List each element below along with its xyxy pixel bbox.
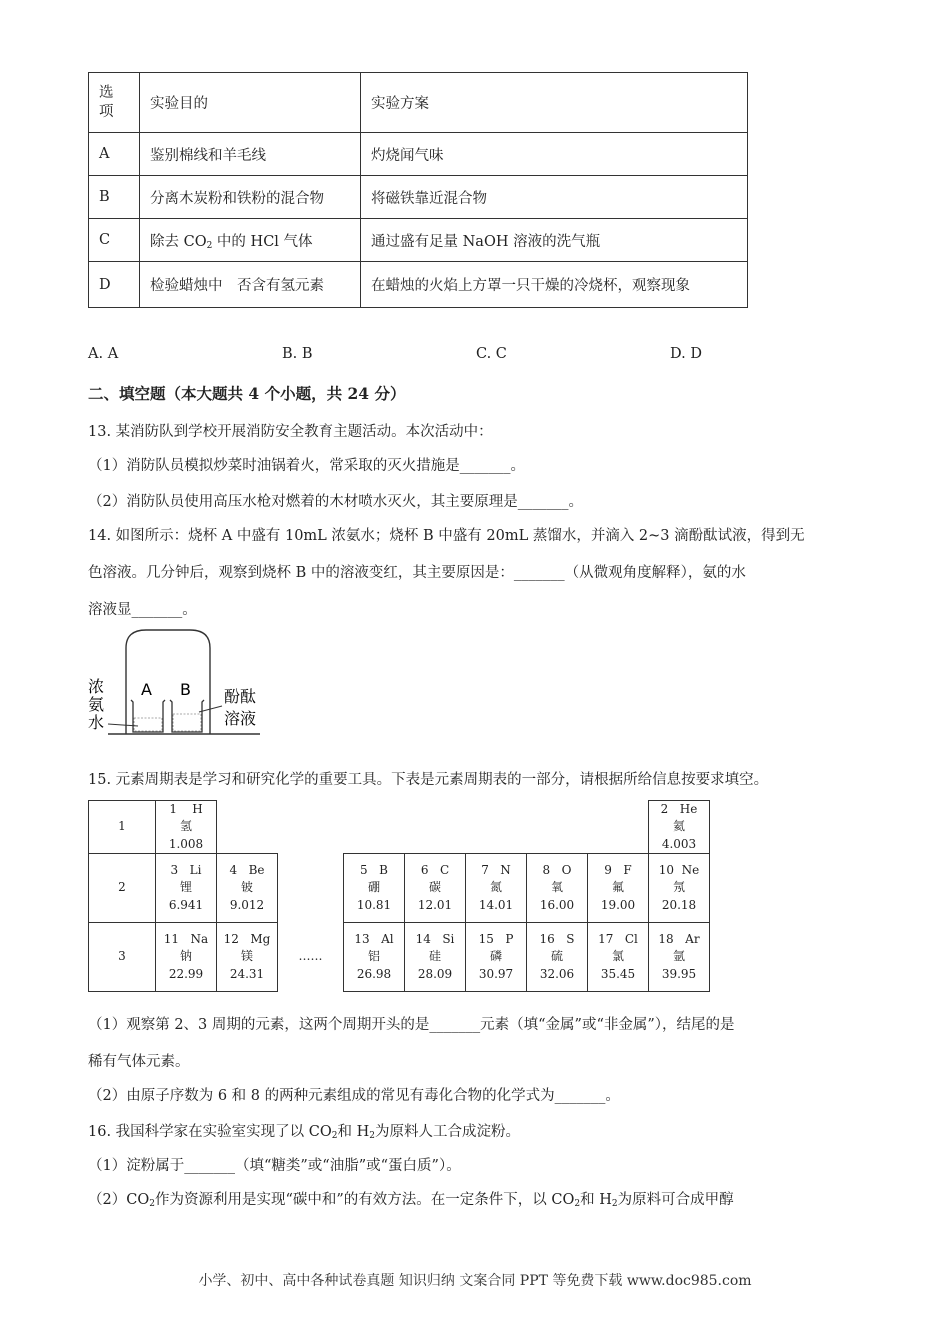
answer-option-d[interactable]: D. D [670,346,702,362]
row-plan: 在蜡烛的火焰上方罩一只干燥的冷烧杯，观察现象 [361,262,748,308]
period-label: 1 [89,801,156,854]
table-row [89,176,748,219]
q14-line2: 色溶液。几分钟后，观察到烧杯 B 中的溶液变红，其主要原因是：_______（从微观角度解释），氨的水 [88,565,746,581]
element-cell: 8 O 氧 16.00 [527,854,588,923]
beaker-figure [86,626,286,744]
answer-option-c[interactable]: C. C [476,346,507,362]
period-row-3 [89,923,710,992]
beaker-a-label: A [141,680,152,699]
element-cell: 9 F 氟 19.00 [588,854,649,923]
element-cell: 6 C 碳 12.01 [405,854,466,923]
subscript: 2 [206,240,213,251]
q13-stem: 13. 某消防队到学校开展消防安全教育主题活动。本次活动中： [88,424,493,440]
purpose-text: 除去 CO [150,233,207,250]
element-cell: 16 S 硫 32.06 [527,923,588,992]
table-row [89,133,748,176]
q15-part2: （2）由原子序数为 6 和 8 的两种元素组成的常见有毒化合物的化学式为_______。 [88,1088,620,1104]
period-row-2 [89,854,710,923]
answer-option-b[interactable]: B. B [282,346,313,362]
beaker-a-shape [131,700,165,732]
purpose-text: 中的 HCl 气体 [212,233,313,250]
row-purpose: 鉴别棉线和羊毛线 [140,133,361,176]
element-cell: 13 Al 铝 26.98 [344,923,405,992]
period-label: 2 [89,854,156,923]
row-purpose: 检验蜡烛中 否含有氢元素 [140,262,361,308]
element-cell: 4 Be 铍 9.012 [217,854,278,923]
beaker-b-label: B [180,680,191,699]
element-cell: 12 Mg 镁 24.31 [217,923,278,992]
row-purpose [140,219,361,262]
answer-option-a[interactable]: A. A [88,346,119,362]
periodic-table [88,800,710,992]
page-footer: 小学、初中、高中各种试卷真题 知识归纳 文案合同 PPT 等免费下载 www.doc985.com [198,1273,752,1289]
bell-jar-shape [126,630,210,734]
label-phenolphthalein: 酚酞 [224,687,257,706]
element-cell: 10 Ne 氖 20.18 [649,854,710,923]
table-ellipsis: …… [278,923,344,992]
label-conc: 浓 [88,677,105,696]
label-ammonia: 氨 [88,695,105,714]
element-cell-h: 1 H 氢 1.008 [156,801,217,854]
header-purpose: 实验目的 [140,73,361,133]
row-option: D [89,262,140,308]
q13-part2: （2）消防队员使用高压水枪对燃着的木材喷水灭火，其主要原理是_______。 [88,494,583,510]
beaker-a-liquid [134,718,162,731]
period-label: 3 [89,923,156,992]
table-row [89,262,748,308]
period-row-1 [89,801,710,854]
element-cell: 18 Ar 氩 39.95 [649,923,710,992]
element-cell: 7 N 氮 14.01 [466,854,527,923]
table-row [89,219,748,262]
element-cell: 17 Cl 氯 35.45 [588,923,649,992]
section-title: 二、填空题（本大题共 4 个小题，共 24 分） [88,384,406,403]
element-cell: 11 Na 钠 22.99 [156,923,217,992]
q16-stem: 16. 我国科学家在实验室实现了以 $CO_2$和 $H_2$为原料人工合成淀粉。 [88,1124,520,1141]
row-plan: 将磁铁靠近混合物 [361,176,748,219]
label-water: 水 [88,713,105,732]
experiment-table [88,72,748,308]
label-solution: 溶液 [224,709,257,728]
row-option: C [89,219,140,262]
q16-part2: $(2)CO_2$作为资源利用是实现“碳中和”的有效方法。在一定条件下，以 $CO_2$和 $H_2$为原料可合成甲醇 [88,1192,734,1209]
q15-part1-line2: 稀有气体元素。 [88,1054,190,1070]
row-plan: 通过盛有足量 NaOH 溶液的洗气瓶 [361,219,748,262]
row-option: A [89,133,140,176]
q14-line3: 溶液显_______。 [88,602,197,618]
row-option: B [89,176,140,219]
beaker-b-shape [170,700,204,732]
element-cell: 14 Si 硅 28.09 [405,923,466,992]
q15-stem: 15. 元素周期表是学习和研究化学的重要工具。下表是元素周期表的一部分，请根据所给信息按要求填空。 [88,772,769,788]
q13-part1: （1）消防队员模拟炒菜时油锅着火，常采取的灭火措施是_______。 [88,458,525,474]
table-header-row [89,73,748,133]
q14-line1: 14. 如图所示：烧杯 A 中盛有 10mL 浓氨水；烧杯 B 中盛有 20mL 蒸馏水，并滴入 2~3 滴酚酞试液，得到无 [88,528,805,544]
element-cell: 5 B 硼 10.81 [344,854,405,923]
row-purpose: 分离木炭粉和铁粉的混合物 [140,176,361,219]
element-cell-he: 2 He 氦 4.003 [649,801,710,854]
q16-part1: （1）淀粉属于_______（填“糖类”或“油脂”或“蛋白质”）。 [88,1158,461,1174]
q15-part1-line1: （1）观察第 2、3 周期的元素，这两个周期开头的是_______元素（填“金属”或“非金属”），结尾的是 [88,1017,735,1033]
header-option: 选 项 [89,73,140,133]
element-cell: 15 P 磷 30.97 [466,923,527,992]
row-plan: 灼烧闻气味 [361,133,748,176]
header-plan: 实验方案 [361,73,748,133]
beaker-b-liquid [173,714,201,731]
element-cell: 3 Li 锂 6.941 [156,854,217,923]
